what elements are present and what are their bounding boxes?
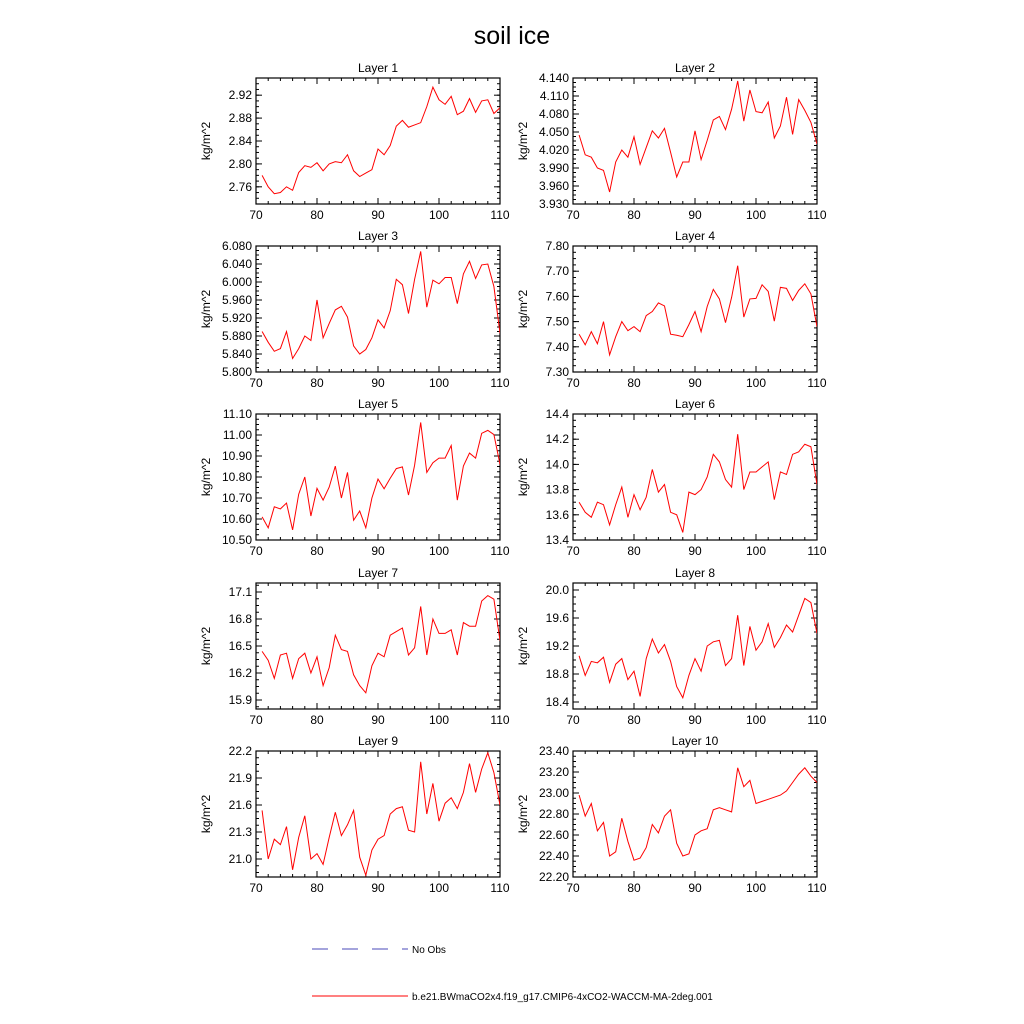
- x-tick-label: 110: [807, 376, 827, 390]
- y-tick-label: 6.000: [221, 275, 252, 289]
- y-axis-label: kg/m^2: [199, 626, 213, 666]
- y-tick-label: 22.40: [538, 849, 569, 863]
- plot-frame: [256, 583, 500, 709]
- x-tick-label: 70: [249, 376, 263, 390]
- x-tick-label: 90: [688, 713, 702, 727]
- plot-frame: [256, 751, 500, 877]
- x-tick-label: 90: [688, 881, 702, 895]
- series-line: [262, 87, 500, 194]
- x-tick-label: 90: [371, 544, 385, 558]
- y-tick-label: 21.9: [228, 771, 252, 785]
- y-axis-label: kg/m^2: [516, 121, 530, 161]
- x-tick-label: 110: [807, 544, 827, 558]
- plot-frame: [573, 78, 817, 204]
- panel-layer-8: [516, 566, 827, 727]
- x-tick-label: 100: [428, 376, 450, 390]
- x-tick-label: 70: [566, 376, 580, 390]
- y-tick-label: 10.90: [221, 449, 252, 463]
- series-line: [262, 251, 500, 358]
- panel-title: Layer 9: [357, 734, 399, 748]
- x-tick-label: 100: [428, 544, 450, 558]
- y-tick-label: 5.920: [221, 311, 252, 325]
- y-tick-label: 22.80: [538, 807, 569, 821]
- x-tick-label: 110: [490, 376, 510, 390]
- series-line: [579, 81, 817, 192]
- x-tick-label: 70: [566, 544, 580, 558]
- y-axis-label: kg/m^2: [199, 794, 213, 834]
- legend: [312, 945, 713, 1003]
- x-tick-label: 80: [627, 208, 641, 222]
- y-tick-label: 11.00: [222, 428, 252, 442]
- x-tick-label: 70: [249, 713, 263, 727]
- panel-layer-6: [516, 397, 827, 558]
- panel-title: Layer 1: [357, 61, 399, 75]
- x-tick-label: 90: [688, 544, 702, 558]
- x-tick-label: 100: [428, 881, 450, 895]
- y-tick-label: 21.0: [228, 852, 252, 866]
- x-tick-label: 110: [807, 208, 827, 222]
- panel-title: Layer 10: [671, 734, 719, 748]
- series-line: [262, 596, 500, 693]
- panel-layer-4: [516, 229, 827, 390]
- y-tick-label: 10.70: [221, 491, 252, 505]
- y-tick-label: 16.5: [228, 639, 252, 653]
- panel-layer-7: [199, 566, 510, 727]
- x-tick-label: 80: [310, 208, 324, 222]
- y-tick-label: 10.60: [221, 512, 252, 526]
- x-tick-label: 80: [310, 544, 324, 558]
- y-tick-label: 2.76: [228, 179, 252, 194]
- x-tick-label: 100: [745, 713, 767, 727]
- plot-frame: [573, 583, 817, 709]
- y-tick-label: 21.6: [228, 798, 252, 812]
- x-tick-label: 80: [627, 713, 641, 727]
- x-tick-label: 80: [627, 544, 641, 558]
- panel-layer-9: [199, 734, 510, 895]
- series-line: [579, 768, 817, 860]
- y-tick-label: 4.140: [538, 71, 569, 85]
- y-tick-label: 19.2: [545, 639, 569, 653]
- x-tick-label: 70: [566, 208, 580, 222]
- y-tick-label: 20.0: [545, 583, 569, 597]
- y-tick-label: 2.88: [228, 111, 252, 126]
- y-axis-label: kg/m^2: [516, 289, 530, 329]
- x-tick-label: 110: [490, 881, 510, 895]
- y-axis-label: kg/m^2: [516, 794, 530, 834]
- y-tick-label: 22.60: [538, 828, 569, 842]
- panel-title: Layer 3: [357, 229, 399, 243]
- x-tick-label: 110: [490, 544, 510, 558]
- x-tick-label: 100: [745, 544, 767, 558]
- y-tick-label: 22.2: [228, 744, 252, 758]
- y-tick-label: 14.4: [545, 407, 569, 421]
- y-tick-label: 2.92: [228, 88, 252, 103]
- y-tick-label: 10.80: [221, 470, 252, 484]
- y-axis-label: kg/m^2: [516, 457, 530, 497]
- series-line: [579, 598, 817, 697]
- x-tick-label: 70: [566, 881, 580, 895]
- y-tick-label: 10.50: [221, 533, 252, 547]
- x-tick-label: 100: [745, 376, 767, 390]
- y-tick-label: 13.4: [545, 533, 569, 547]
- y-tick-label: 13.8: [545, 482, 569, 497]
- legend-obs-label: No Obs: [412, 945, 446, 956]
- x-tick-label: 80: [310, 376, 324, 390]
- x-tick-label: 70: [249, 881, 263, 895]
- x-tick-label: 90: [371, 208, 385, 222]
- x-tick-label: 80: [310, 713, 324, 727]
- series-line: [579, 434, 817, 532]
- y-tick-label: 5.800: [221, 365, 252, 379]
- y-tick-label: 14.2: [545, 432, 569, 447]
- panel-title: Layer 4: [674, 229, 716, 243]
- y-tick-label: 3.990: [538, 161, 569, 175]
- x-tick-label: 80: [627, 881, 641, 895]
- y-tick-label: 7.50: [545, 314, 569, 329]
- panel-layer-5: [199, 397, 510, 558]
- plot-frame: [256, 246, 500, 372]
- y-tick-label: 14.0: [545, 457, 569, 472]
- figure-title: soil ice: [473, 22, 551, 50]
- y-tick-label: 6.080: [221, 239, 252, 253]
- panel-layer-1: [199, 61, 510, 222]
- x-tick-label: 80: [310, 881, 324, 895]
- x-tick-label: 70: [249, 208, 263, 222]
- y-tick-label: 7.70: [545, 264, 569, 279]
- x-tick-label: 110: [490, 208, 510, 222]
- plot-frame: [573, 751, 817, 877]
- x-tick-label: 90: [688, 208, 702, 222]
- y-tick-label: 5.960: [221, 293, 252, 307]
- x-tick-label: 110: [807, 713, 827, 727]
- plot-frame: [573, 414, 817, 540]
- x-tick-label: 90: [688, 376, 702, 390]
- x-tick-label: 110: [807, 881, 827, 895]
- x-tick-label: 110: [490, 713, 510, 727]
- y-tick-label: 4.050: [538, 125, 569, 139]
- y-tick-label: 7.40: [545, 339, 569, 354]
- y-tick-label: 16.8: [228, 612, 252, 626]
- y-tick-label: 23.00: [538, 786, 569, 800]
- y-tick-label: 23.20: [538, 765, 569, 779]
- panels: [199, 61, 827, 895]
- y-tick-label: 4.110: [539, 89, 569, 103]
- x-tick-label: 100: [428, 713, 450, 727]
- y-tick-label: 2.80: [228, 156, 252, 171]
- y-tick-label: 19.6: [545, 611, 569, 625]
- plot-frame: [256, 78, 500, 204]
- y-axis-label: kg/m^2: [199, 121, 213, 161]
- x-tick-label: 80: [627, 376, 641, 390]
- y-tick-label: 21.3: [228, 825, 252, 839]
- y-tick-label: 13.6: [545, 507, 569, 522]
- panel-title: Layer 5: [357, 397, 399, 411]
- x-tick-label: 100: [745, 881, 767, 895]
- x-tick-label: 90: [371, 881, 385, 895]
- y-tick-label: 6.040: [221, 257, 252, 271]
- y-tick-label: 23.40: [538, 744, 569, 758]
- panel-title: Layer 7: [357, 566, 399, 580]
- series-line: [262, 422, 500, 530]
- series-line: [579, 266, 817, 355]
- panel-title: Layer 8: [674, 566, 716, 580]
- y-tick-label: 3.930: [538, 197, 569, 211]
- y-axis-label: kg/m^2: [199, 289, 213, 329]
- y-tick-label: 11.10: [222, 407, 252, 421]
- y-tick-label: 5.840: [221, 347, 252, 361]
- x-tick-label: 90: [371, 713, 385, 727]
- y-tick-label: 7.30: [545, 365, 569, 379]
- y-tick-label: 3.960: [538, 179, 569, 193]
- panel-title: Layer 6: [674, 397, 716, 411]
- x-tick-label: 90: [371, 376, 385, 390]
- y-tick-label: 22.20: [538, 870, 569, 884]
- panel-layer-3: [199, 229, 510, 390]
- legend-model-label: b.e21.BWmaCO2x4.f19_g17.CMIP6-4xCO2-WACCM-MA-2deg.001: [412, 992, 713, 1003]
- panel-layer-10: [516, 734, 827, 895]
- y-tick-label: 15.9: [228, 693, 252, 707]
- panel-layer-2: [516, 61, 827, 222]
- y-tick-label: 17.1: [228, 585, 252, 599]
- x-tick-label: 70: [566, 713, 580, 727]
- y-tick-label: 2.84: [228, 134, 252, 148]
- y-tick-label: 7.60: [545, 289, 569, 304]
- y-tick-label: 18.4: [545, 695, 569, 709]
- y-axis-label: kg/m^2: [199, 457, 213, 497]
- y-tick-label: 7.80: [545, 239, 569, 253]
- series-line: [262, 753, 500, 875]
- y-tick-label: 4.020: [538, 143, 569, 157]
- y-tick-label: 16.2: [228, 666, 252, 680]
- y-axis-label: kg/m^2: [516, 626, 530, 666]
- y-tick-label: 18.8: [545, 667, 569, 681]
- x-tick-label: 100: [745, 208, 767, 222]
- x-tick-label: 70: [249, 544, 263, 558]
- y-tick-label: 4.080: [538, 107, 569, 121]
- y-tick-label: 5.880: [221, 329, 252, 343]
- plot-frame: [256, 414, 500, 540]
- x-tick-label: 100: [428, 208, 450, 222]
- panel-title: Layer 2: [674, 61, 716, 75]
